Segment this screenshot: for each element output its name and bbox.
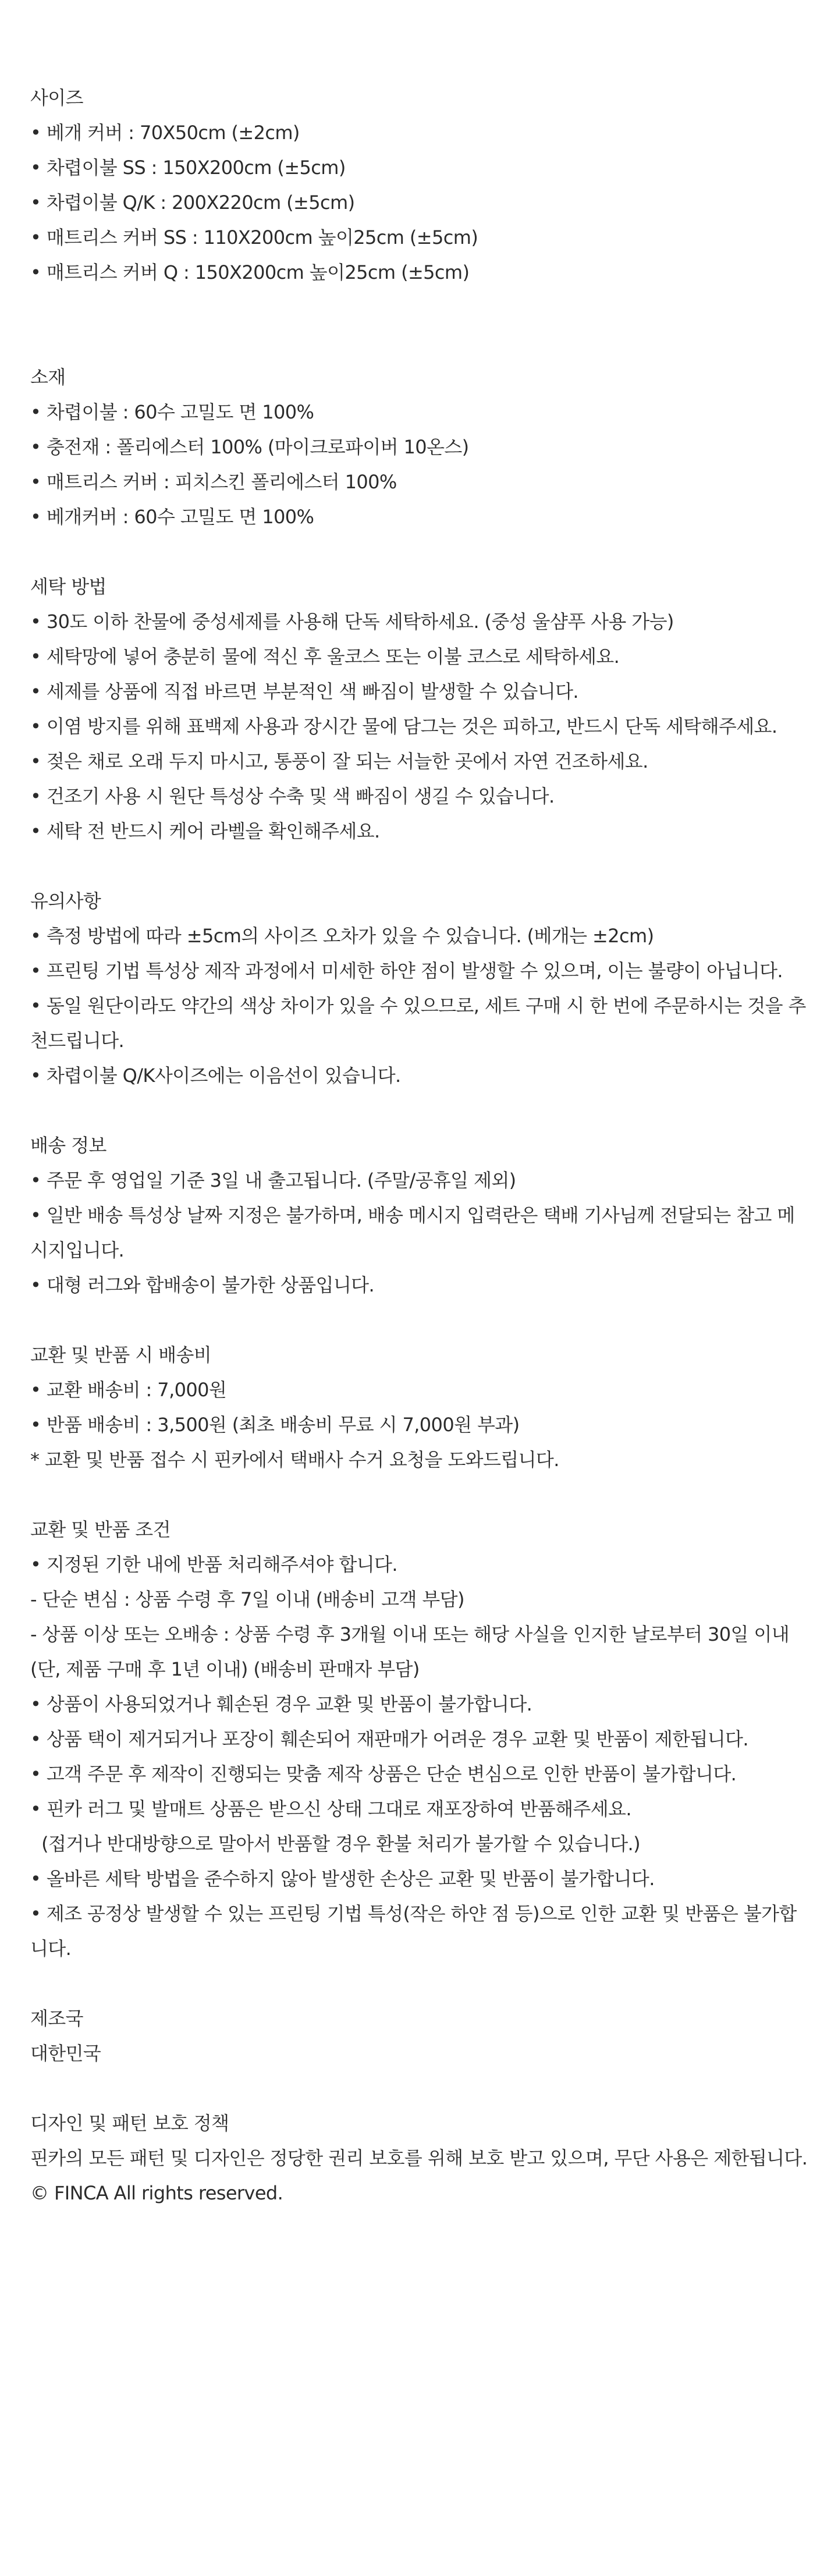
design-policy-section — [30, 2106, 808, 2210]
washing-item: • 30도 이하 찬물에 중성세제를 사용해 단독 세탁하세요. (중성 울샴푸 사용 가능) — [30, 611, 674, 633]
design-policy-text: 핀카의 모든 패턴 및 디자인은 정당한 권리 보호를 위해 보호 받고 있으며, 무단 사용은 제한됩니다. — [30, 2147, 808, 2169]
cautions-item: • 측정 방법에 따라 ±5cm의 사이즈 오차가 있을 수 있습니다. (베개는 ±2cm) — [30, 925, 654, 947]
size-item: • 매트리스 커버 SS : 110X200cm 높이25cm (±5cm) — [30, 226, 478, 249]
return-conditions-item: • 고객 주문 후 제작이 진행되는 맞춤 제작 상품은 단순 변심으로 인한 반품이 불가합니다. — [30, 1763, 737, 1785]
return-fee-item: • 반품 배송비 : 3,500원 (최초 배송비 무료 시 7,000원 부과) — [30, 1414, 520, 1436]
shipping-heading: 배송 정보 — [30, 1134, 106, 1156]
return-conditions-item: (접거나 반대방향으로 말아서 반품할 경우 환불 처리가 불가할 수 있습니다.) — [30, 1833, 640, 1855]
size-item: • 매트리스 커버 Q : 150X200cm 높이25cm (±5cm) — [30, 261, 470, 283]
cautions-item: • 동일 원단이라도 약간의 색상 차이가 있을 수 있으므로, 세트 구매 시 한 번에 주문하시는 것을 추천드립니다. — [30, 995, 806, 1052]
material-item: • 베개커버 : 60수 고밀도 면 100% — [30, 506, 314, 528]
washing-item: • 세탁망에 넣어 충분히 물에 적신 후 울코스 또는 이불 코스로 세탁하세요. — [30, 645, 620, 668]
material-heading: 소재 — [30, 366, 66, 388]
return-conditions-item: - 상품 이상 또는 오배송 : 상품 수령 후 3개월 이내 또는 해당 사실을 인지한 날로부터 30일 이내 — [30, 1623, 790, 1645]
material-item: • 충전재 : 폴리에스터 100% (마이크로파이버 10온스) — [30, 436, 469, 458]
material-item: • 차렵이불 : 60수 고밀도 면 100% — [30, 401, 314, 423]
return-conditions-item: • 올바른 세탁 방법을 준수하지 않아 발생한 손상은 교환 및 반품이 불가합니다. — [30, 1868, 655, 1890]
washing-item: • 건조기 사용 시 원단 특성상 수축 및 색 빠짐이 생길 수 있습니다. — [30, 785, 555, 807]
return-conditions-item: (단, 제품 구매 후 1년 이내) (배송비 판매자 부담) — [30, 1658, 420, 1680]
washing-heading: 세탁 방법 — [30, 576, 106, 598]
material-item: • 매트리스 커버 : 피치스킨 폴리에스터 100% — [30, 471, 397, 493]
return-conditions-item: - 단순 변심 : 상품 수령 후 7일 이내 (배송비 고객 부담) — [30, 1588, 464, 1610]
return-fee-item: * 교환 및 반품 접수 시 핀카에서 택배사 수거 요청을 도와드립니다. — [30, 1449, 559, 1471]
return-conditions-item: • 상품 택이 제거되거나 포장이 훼손되어 재판매가 어려운 경우 교환 및 반품이 제한됩니다. — [30, 1728, 748, 1750]
return-conditions-heading: 교환 및 반품 조건 — [30, 1518, 171, 1541]
size-item: • 베개 커버 : 70X50cm (±2cm) — [30, 122, 300, 144]
return-conditions-item: • 핀카 러그 및 발매트 상품은 받으신 상태 그대로 재포장하여 반품해주세요. — [30, 1798, 631, 1820]
return-fee-section — [30, 1337, 808, 1477]
cautions-heading: 유의사항 — [30, 890, 101, 912]
washing-item: • 세탁 전 반드시 케어 라벨을 확인해주세요. — [30, 820, 380, 842]
return-conditions-item: • 제조 공정상 발생할 수 있는 프린팅 기법 특성(작은 하얀 점 등)으로 인한 교환 및 반품은 불가합니다. — [30, 1903, 797, 1960]
origin-heading: 제조국 — [30, 2007, 83, 2029]
return-conditions-item: • 지정된 기한 내에 반품 처리해주셔야 합니다. — [30, 1553, 397, 1576]
size-section — [30, 80, 808, 290]
return-fee-item: • 교환 배송비 : 7,000원 — [30, 1379, 227, 1401]
origin-value: 대한민국 — [30, 2042, 101, 2064]
return-fee-heading: 교환 및 반품 시 배송비 — [30, 1344, 212, 1366]
copyright-text: © FINCA All rights reserved. — [30, 2182, 283, 2204]
washing-item: • 이염 방지를 위해 표백제 사용과 장시간 물에 담그는 것은 피하고, 반드시 단독 세탁해주세요. — [30, 715, 777, 737]
return-conditions-section — [30, 1512, 808, 1966]
washing-section — [30, 569, 808, 849]
cautions-item: • 프린팅 기법 특성상 제작 과정에서 미세한 하얀 점이 발생할 수 있으며, 이는 불량이 아닙니다. — [30, 960, 783, 982]
washing-item: • 세제를 상품에 직접 바르면 부분적인 색 빠짐이 발생할 수 있습니다. — [30, 680, 578, 702]
shipping-item: • 대형 러그와 합배송이 불가한 상품입니다. — [30, 1274, 375, 1296]
material-section — [30, 360, 808, 534]
design-policy-heading: 디자인 및 패턴 보호 정책 — [30, 2112, 229, 2134]
size-heading: 사이즈 — [30, 87, 83, 109]
cautions-item: • 차렵이불 Q/K사이즈에는 이음선이 있습니다. — [30, 1065, 401, 1087]
shipping-item: • 주문 후 영업일 기준 3일 내 출고됩니다. (주말/공휴일 제외) — [30, 1169, 516, 1191]
size-item: • 차렵이불 Q/K : 200X220cm (±5cm) — [30, 191, 355, 214]
washing-item: • 젖은 채로 오래 두지 마시고, 통풍이 잘 되는 서늘한 곳에서 자연 건조하세요. — [30, 750, 648, 772]
return-conditions-item: • 상품이 사용되었거나 훼손된 경우 교환 및 반품이 불가합니다. — [30, 1693, 532, 1715]
origin-section — [30, 2001, 808, 2071]
shipping-section — [30, 1128, 808, 1303]
size-item: • 차렵이불 SS : 150X200cm (±5cm) — [30, 157, 346, 179]
cautions-section — [30, 883, 808, 1093]
shipping-item: • 일반 배송 특성상 날짜 지정은 불가하며, 배송 메시지 입력란은 택배 기사님께 전달되는 참고 메시지입니다. — [30, 1204, 795, 1261]
